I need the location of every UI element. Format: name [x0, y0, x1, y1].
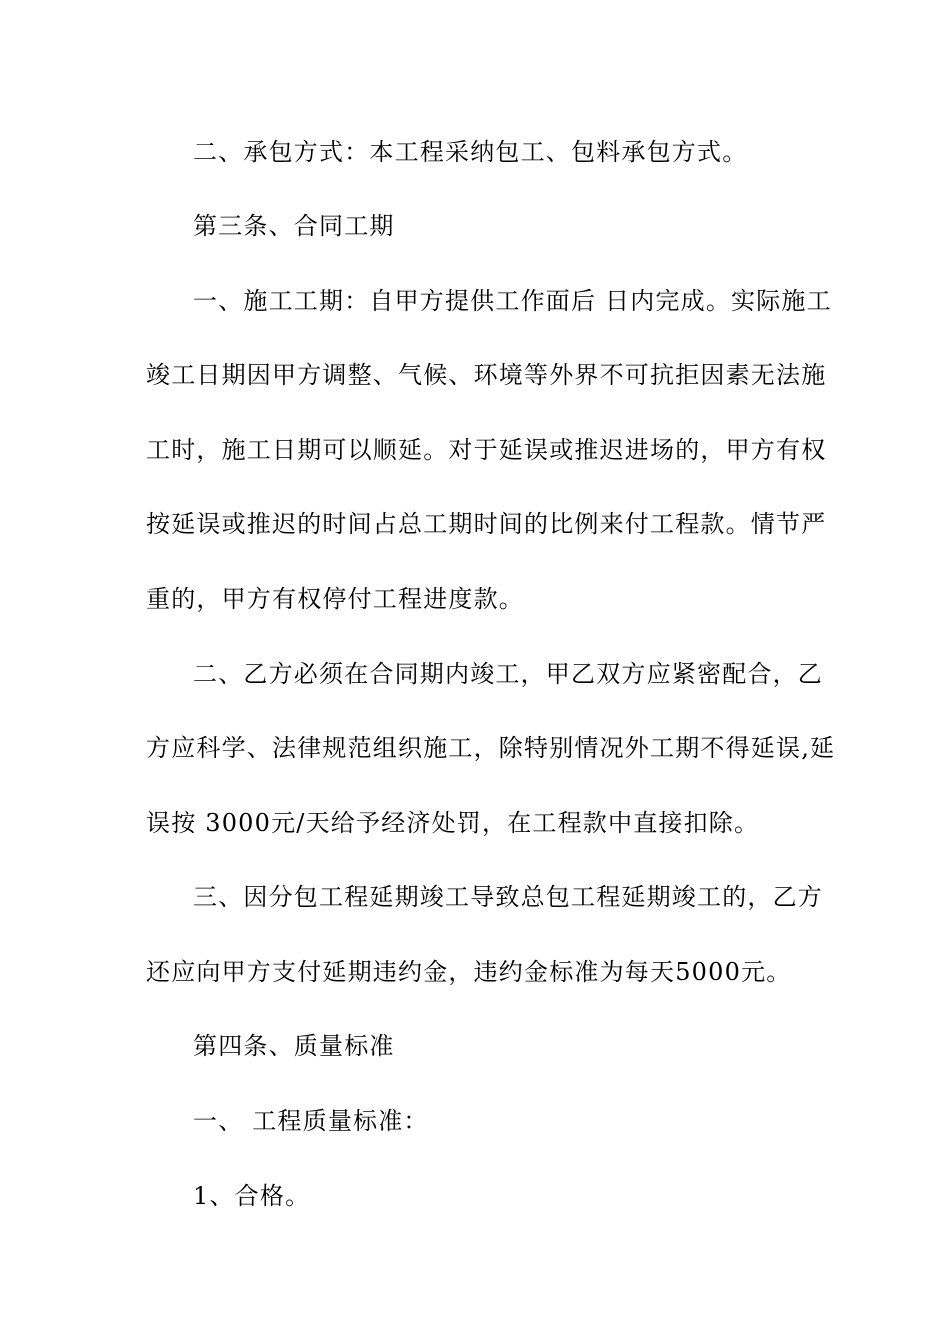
- article-three-heading: 第三条、合同工期: [193, 212, 395, 240]
- construction-period-line-5: 重的，甲方有权停付工程进度款。: [146, 585, 524, 613]
- construction-period-line-4: 按延误或推迟的时间占总工期时间的比例来付工程款。情节严: [146, 510, 827, 538]
- construction-period-line-1: 一、施工工期：自甲方提供工作面后 日内完成。实际施工: [193, 287, 832, 315]
- construction-period-line-3: 工时，施工日期可以顺延。对于延误或推迟进场的，甲方有权: [146, 436, 827, 464]
- completion-requirement-line-2: 方应科学、法律规范组织施工，除特别情况外工期不得延误,延: [146, 734, 836, 762]
- delay-penalty-line-2: 还应向甲方支付延期违约金，违约金标准为每天5000元。: [146, 958, 792, 986]
- completion-requirement-line-1: 二、乙方必须在合同期内竣工，甲乙双方应紧密配合，乙: [193, 660, 823, 688]
- completion-requirement-line-3: 误按 3000元/天给予经济处罚，在工程款中直接扣除。: [146, 809, 760, 837]
- delay-penalty-line-1: 三、因分包工程延期竣工导致总包工程延期竣工的，乙方: [193, 883, 823, 911]
- contract-method-paragraph: 二、承包方式：本工程采纳包工、包料承包方式。: [193, 138, 748, 166]
- article-four-heading: 第四条、质量标准: [193, 1032, 395, 1060]
- construction-period-line-2: 竣工日期因甲方调整、气候、环境等外界不可抗拒因素无法施: [146, 361, 827, 389]
- quality-standard-heading: 一、 工程质量标准：: [193, 1107, 429, 1135]
- quality-standard-item: 1、合格。: [193, 1182, 311, 1210]
